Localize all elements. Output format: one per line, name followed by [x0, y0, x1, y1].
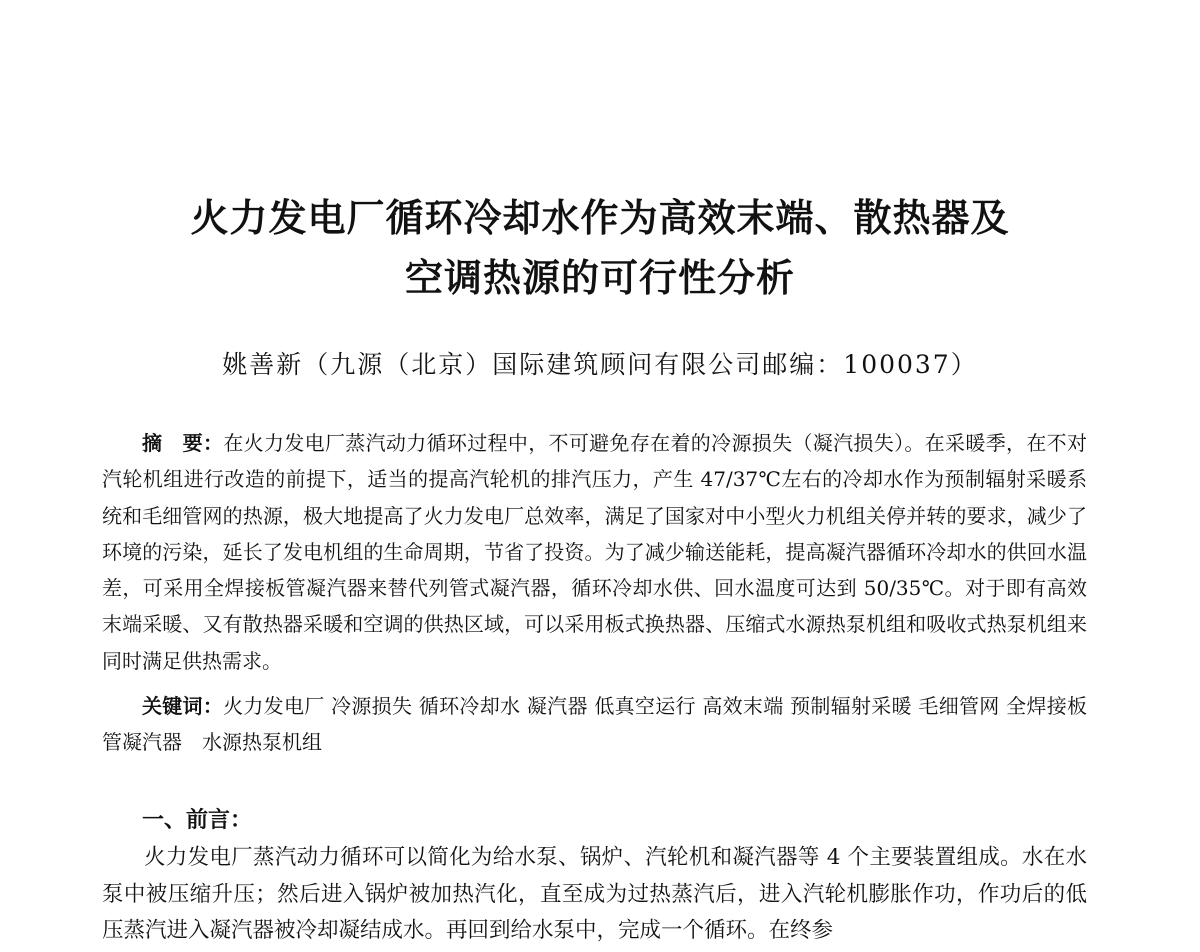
abstract-text: 在火力发电厂蒸汽动力循环过程中，不可避免存在着的冷源损失（凝汽损失）。在采暖季，在不对汽轮机组进行改造的前提下，适当的提高汽轮机的排汽压力，产生 47/37℃左右的冷却水作为预制辐射采暖系统和毛细管网的热源，极大地提高了火力发电厂总效率，满足了国家对中小型火力机组关停并转的要求，减少了环境的污染，延长了发电机组的生命周期，节省了投资。为了减少输送能耗，提高凝汽器循环冷却水的供回水温差，可采用全焊接板管凝汽器来替代列管式凝汽器，循环冷却水供、回水温度可达到 50/35℃。对于即有高效末端采暖、又有散热器采暖和空调的供热区域，可以采用板式换热器、压缩式水源热泵机组和吸收式热泵机组来同时满足供热需求。 — [102, 431, 1088, 673]
abstract-paragraph — [102, 425, 1087, 679]
paper-title-line-2: 空调热源的可行性分析 — [404, 255, 795, 300]
keywords-text: 火力发电厂 冷源损失 循环冷却水 凝汽器 低真空运行 高效末端 预制辐射采暖 毛细管网 全焊接板管凝汽器 水源热泵机组 — [102, 694, 1087, 755]
paper-title-line-1: 火力发电厂循环冷却水作为高效末端、散热器及 — [190, 195, 1010, 240]
keywords-paragraph — [102, 688, 1087, 761]
introduction-paragraph: 火力发电厂蒸汽动力循环可以简化为给水泵、锅炉、汽轮机和凝汽器等 4 个主要装置组成。水在水泵中被压缩升压；然后进入锅炉被加热汽化，直至成为过热蒸汽后，进入汽轮机膨胀作功，作功后的低压蒸汽进入凝汽器被冷却凝结成水。再回到给水泵中，完成一个循环。在终参 — [102, 845, 1087, 943]
keywords-label: 关键词： — [142, 694, 224, 718]
author-affiliation: 姚善新（九源（北京）国际建筑顾问有限公司邮编：100037） — [222, 350, 978, 379]
section-heading-introduction: 一、前言： — [142, 808, 253, 833]
abstract-label: 摘 要： — [142, 431, 224, 455]
